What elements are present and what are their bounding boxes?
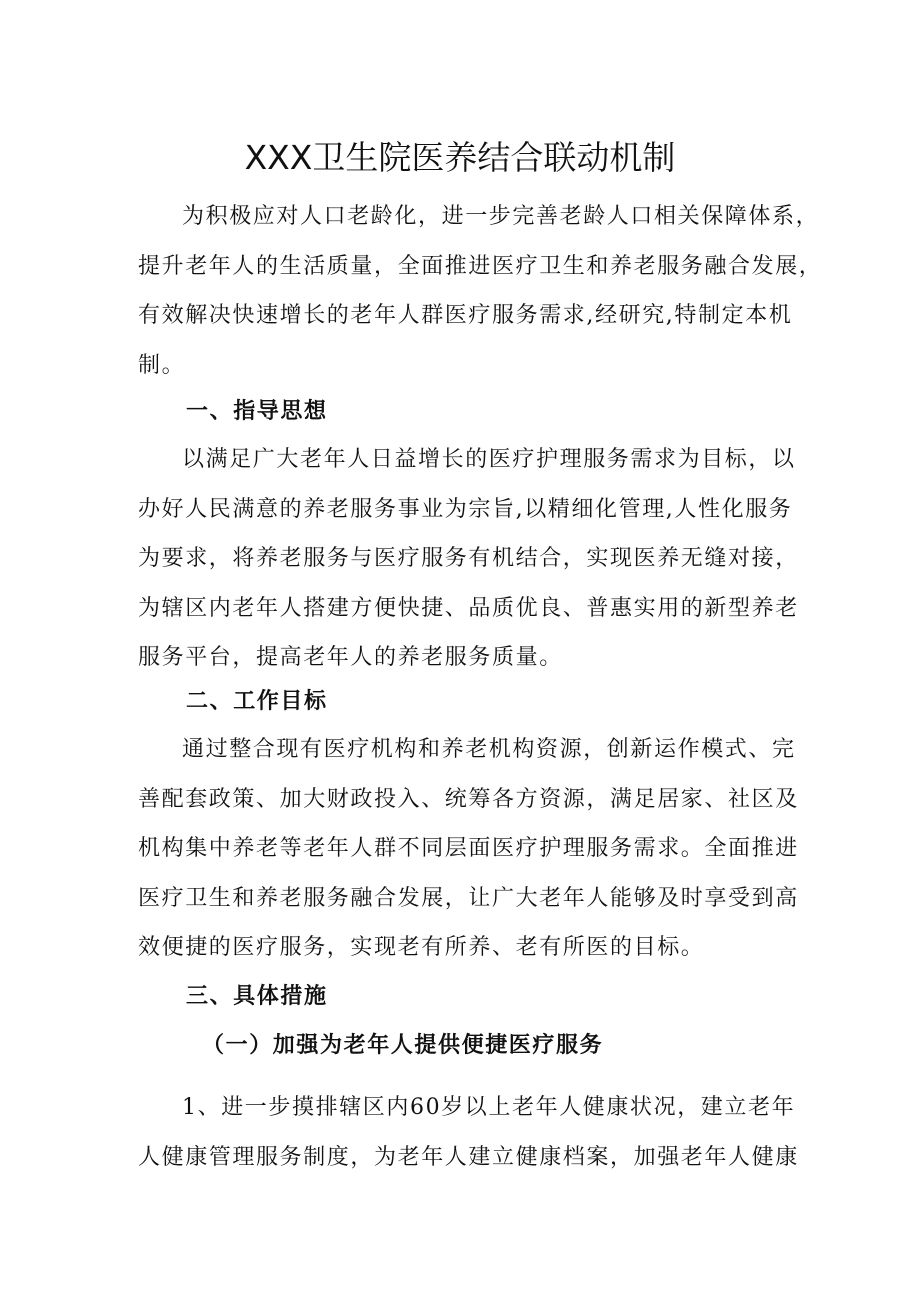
section2-line-4: 医疗卫生和养老服务融合发展，让广大老年人能够及时享受到高 bbox=[138, 885, 799, 911]
section1-line-4: 为辖区内老年人搭建方便快捷、品质优良、普惠实用的新型养老 bbox=[138, 595, 799, 621]
section2-line-5: 效便捷的医疗服务，实现老有所养、老有所医的目标。 bbox=[138, 935, 705, 960]
intro-line-3: 有效解决快速增长的老年人群医疗服务需求,经研究,特制定本机 bbox=[138, 303, 793, 328]
section-heading-work-goals: 二、工作目标 bbox=[186, 689, 328, 714]
section1-line-3: 为要求，将养老服务与医疗服务有机结合，实现医养无缝对接， bbox=[138, 546, 799, 571]
section2-line-2: 善配套政策、加大财政投入、统筹各方资源，满足居家、社区及 bbox=[138, 786, 799, 812]
section2-paragraph bbox=[138, 725, 799, 973]
section3-paragraph bbox=[138, 1083, 799, 1182]
subsection-heading-medical-services: （一）加强为老年人提供便捷医疗服务 bbox=[202, 1033, 604, 1058]
section1-line-2: 办好人民满意的养老服务事业为宗旨,以精细化管理,人性化服务 bbox=[138, 496, 793, 522]
intro-paragraph bbox=[138, 192, 823, 390]
section1-line-5: 服务平台，提高老年人的养老服务质量。 bbox=[138, 645, 563, 670]
document-title: XXX卫生院医养结合联动机制 bbox=[244, 138, 676, 177]
section2-line-3: 机构集中养老等老年人群不同层面医疗护理服务需求。全面推进 bbox=[138, 836, 799, 861]
section3-line-2: 人健康管理服务制度，为老年人建立健康档案，加强老年人健康 bbox=[138, 1144, 799, 1170]
section1-line-1: 以满足广大老年人日益增长的医疗护理服务需求为目标，以 bbox=[182, 447, 796, 472]
section2-line-1: 通过整合现有医疗机构和养老机构资源，创新运作模式、完 bbox=[182, 737, 796, 762]
section3-line-1: 1、进一步摸排辖区内60岁以上老年人健康状况，建立老年 bbox=[182, 1095, 796, 1120]
intro-line-4: 制。 bbox=[138, 352, 186, 378]
section-heading-guiding-ideology: 一、指导思想 bbox=[186, 399, 328, 424]
intro-line-2: 提升老年人的生活质量，全面推进医疗卫生和养老服务融合发展， bbox=[138, 253, 823, 279]
section-heading-specific-measures: 三、具体措施 bbox=[186, 984, 328, 1009]
intro-line-1: 为积极应对人口老龄化，进一步完善老龄人口相关保障体系， bbox=[182, 204, 820, 229]
section1-paragraph bbox=[138, 435, 799, 683]
